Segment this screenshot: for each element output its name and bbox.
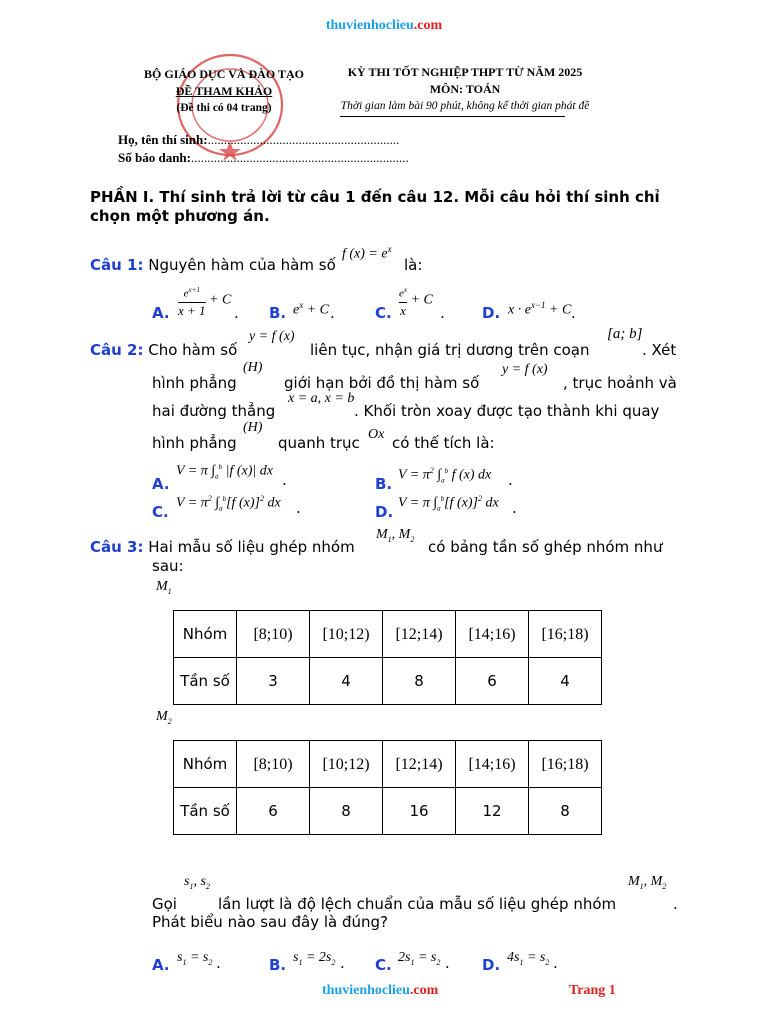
q1-function: f $(x) = e^x$	[342, 244, 392, 262]
candidate-id-line	[118, 150, 409, 166]
q1-option-b-label[interactable]: B.	[269, 304, 287, 322]
q2-option-a-label[interactable]: A.	[152, 475, 170, 493]
question-2-text-1b: liên tục, nhận giá trị dương trên coạn	[310, 341, 590, 359]
question-2-text-3a: hai đường thẳng	[152, 402, 276, 420]
question-3-label: Câu 3:	[90, 538, 144, 556]
question-1-label: Câu 1:	[90, 256, 144, 274]
question-2-text-4b: quanh trục	[278, 434, 360, 452]
q2-option-b-formula: $V = \pi^2$ $\int_a^b$ f (x) dx	[398, 466, 492, 485]
q2-option-a-formula: V = π $\int_a^b$ |f (x)| dx	[176, 463, 273, 481]
site-name-top	[0, 18, 768, 34]
site-name-bottom	[322, 983, 438, 999]
q1-option-a-formula: $e^{x+1}$ x + 1 + C	[178, 286, 232, 318]
q3-option-b-label[interactable]: B.	[269, 956, 287, 974]
q3-option-c-formula: $2s_1 = s_2$	[398, 950, 441, 967]
question-3-text-3c: .	[673, 895, 678, 913]
group-interval: [12;14)	[395, 755, 443, 773]
exam-time: Thời gian làm bài 90 phút, không kể thời gian phát đề	[340, 100, 590, 112]
group-interval: [10;12)	[322, 755, 370, 773]
table-cell: 8	[310, 788, 383, 835]
group-interval: [8;10)	[253, 755, 293, 773]
table-cell: 16	[383, 788, 456, 835]
table-cell: 4	[310, 658, 383, 705]
question-2-text-2c: , trục hoảnh và	[563, 374, 677, 392]
table-row	[174, 658, 602, 705]
table-row	[174, 788, 602, 835]
frequency-table-m2	[173, 740, 602, 835]
q2-option-d-label[interactable]: D.	[375, 503, 394, 521]
site-name-domain: .com	[413, 18, 443, 33]
question-1-text: Nguyên hàm của hàm số	[148, 256, 336, 274]
table-cell	[237, 611, 310, 658]
question-2	[90, 341, 237, 360]
q2-option-b-dot: .	[508, 471, 513, 489]
q1-option-c-formula: $e^x$ x + C	[399, 286, 433, 318]
exam-subject: MÔN: TOÁN	[429, 82, 501, 96]
q3-option-a-formula: $s_1 = s_2$	[177, 950, 213, 967]
question-3-text-4: Phát biểu nào sau đây là đúng?	[152, 913, 389, 931]
q2-option-a-dot: .	[282, 471, 287, 489]
q1-option-b-formula: $e^x + C$	[293, 300, 330, 318]
q2-option-d-dot: .	[512, 499, 517, 517]
group-interval: [14;16)	[468, 755, 516, 773]
question-3	[90, 538, 355, 557]
q3-option-a-label[interactable]: A.	[152, 956, 170, 974]
ministry-name: BỘ GIÁO DỤC VÀ ĐÀO TẠO	[144, 67, 304, 81]
table-m2-label: $M_2$	[156, 709, 172, 726]
q3-option-c-label[interactable]: C.	[375, 956, 392, 974]
group-interval: [12;14)	[395, 625, 443, 643]
q2-function-2: y = f (x)	[502, 362, 548, 377]
table-cell: 12	[456, 788, 529, 835]
candidate-id-label: Số báo danh:	[118, 150, 191, 165]
q2-option-c-dot: .	[296, 499, 301, 517]
table-cell	[237, 741, 310, 788]
table-cell: 4	[529, 658, 602, 705]
question-2-text-3b: . Khối tròn xoay được tạo thành khi quay	[354, 402, 660, 420]
q2-option-c-label[interactable]: C.	[152, 503, 169, 521]
q2-interval: [a; b]	[607, 326, 643, 342]
q3-option-d-dot: .	[553, 954, 558, 972]
table-row-label: Tần số	[174, 788, 237, 835]
q1-option-a-label[interactable]: A.	[152, 304, 170, 322]
table-m1-label: $M_1$	[156, 579, 172, 596]
candidate-name-label: Họ, tên thí sinh:	[118, 132, 208, 147]
table-header-cell: Nhóm	[174, 741, 237, 788]
table-cell: 3	[237, 658, 310, 705]
table-cell	[529, 741, 602, 788]
table-row	[174, 611, 602, 658]
question-1	[90, 256, 336, 275]
q3-option-b-dot: .	[340, 954, 345, 972]
q3-option-c-dot: .	[445, 954, 450, 972]
q1-option-c-label[interactable]: C.	[375, 304, 392, 322]
q3-option-d-formula: $4s_1 = s_2$	[507, 950, 550, 967]
q3-std-devs: $s_1$, $s_2$	[184, 874, 210, 891]
table-cell	[456, 741, 529, 788]
q2-region-h: (H)	[243, 360, 263, 375]
site-name-domain: .com	[409, 983, 439, 998]
table-cell	[310, 741, 383, 788]
q3-option-a-dot: .	[216, 954, 221, 972]
table-row	[174, 741, 602, 788]
q3-option-d-label[interactable]: D.	[482, 956, 501, 974]
q1-option-d-dot: .	[571, 304, 576, 322]
group-interval: [14;16)	[468, 625, 516, 643]
table-cell: 6	[237, 788, 310, 835]
question-3-text-1a: Hai mẫu số liệu ghép nhóm	[148, 538, 355, 556]
question-2-text-4a: hình phẳng	[152, 434, 237, 452]
q3-option-b-formula: $s_1 = 2s_2$	[293, 950, 336, 967]
site-name-part: thuvienhoclieu	[322, 983, 410, 998]
q1-option-d-formula: $x \cdot e^{x-1} + C$	[508, 300, 572, 318]
question-2-label: Câu 2:	[90, 341, 144, 359]
group-interval: [16;18)	[541, 625, 589, 643]
table-header-cell: Nhóm	[174, 611, 237, 658]
table-cell	[310, 611, 383, 658]
table-cell	[383, 611, 456, 658]
candidate-name-dots: ...........................................................	[207, 132, 400, 147]
question-2-text-2b: giới hạn bởi đồ thị hàm số	[284, 374, 480, 392]
table-cell	[383, 741, 456, 788]
page-number: Trang 1	[569, 983, 616, 998]
question-1-suffix: là:	[404, 256, 423, 274]
frequency-table-m1	[173, 610, 602, 705]
question-2-text-1a: Cho hàm số	[148, 341, 238, 359]
q1-option-a-dot: .	[234, 304, 239, 322]
group-interval: [16;18)	[541, 755, 589, 773]
q2-option-d-formula: V = π $\int_a^b[f$ (x)]$^2$ dx	[398, 494, 499, 513]
header-divider	[340, 116, 565, 117]
group-interval: [8;10)	[253, 625, 293, 643]
q2-region-h-2: (H)	[243, 420, 263, 435]
q1-option-b-dot: .	[330, 304, 335, 322]
table-cell: 8	[383, 658, 456, 705]
candidate-id-dots: ...................................................................	[190, 150, 409, 165]
q3-samples: $M_1$, $M_2$	[376, 527, 415, 544]
exam-name: KỲ THI TỐT NGHIỆP THPT TỪ NĂM 2025	[347, 65, 583, 79]
question-3-text-3b: lần lượt là độ lệch chuẩn của mẫu số liệu ghép nhóm	[218, 895, 617, 913]
question-3-text-3a: Gọi	[152, 895, 177, 913]
q2-lines: x = a, x = b	[288, 391, 355, 406]
table-cell	[529, 611, 602, 658]
q2-axis: Ox	[368, 427, 385, 442]
q1-option-d-label[interactable]: D.	[482, 304, 501, 322]
candidate-name-line	[118, 132, 399, 148]
question-2-text-4c: có thế tích là:	[392, 434, 495, 452]
page-count: (Đề thi có 04 trang)	[176, 102, 272, 114]
group-interval: [10;12)	[322, 625, 370, 643]
q3-samples-2: $M_1$, $M_2$	[628, 874, 667, 891]
q2-option-b-label[interactable]: B.	[375, 475, 393, 493]
question-3-text-2: sau:	[152, 557, 184, 575]
question-2-text-2a: hình phẳng	[152, 374, 237, 392]
table-cell: 8	[529, 788, 602, 835]
q2-option-c-formula: $V = \pi^2$ $\int_a^b[f$ (x)]$^2$ dx	[176, 494, 281, 513]
table-row-label: Tần số	[174, 658, 237, 705]
table-cell	[456, 611, 529, 658]
site-name-part: thuvienhoclieu	[325, 18, 414, 33]
q1-option-c-dot: .	[440, 304, 445, 322]
exam-type: ĐỀ THAM KHẢO	[175, 84, 273, 98]
question-2-text-1c: . Xét	[642, 341, 677, 359]
part1-heading: PHẦN I. Thí sinh trả lời từ câu 1 đến câu 12. Mỗi câu hỏi thí sinh chỉ chọn một phương án.	[90, 188, 660, 225]
question-3-text-1b: có bảng tần số ghép nhóm như	[428, 538, 663, 556]
q2-function: y = f (x)	[249, 329, 295, 344]
table-cell: 6	[456, 658, 529, 705]
